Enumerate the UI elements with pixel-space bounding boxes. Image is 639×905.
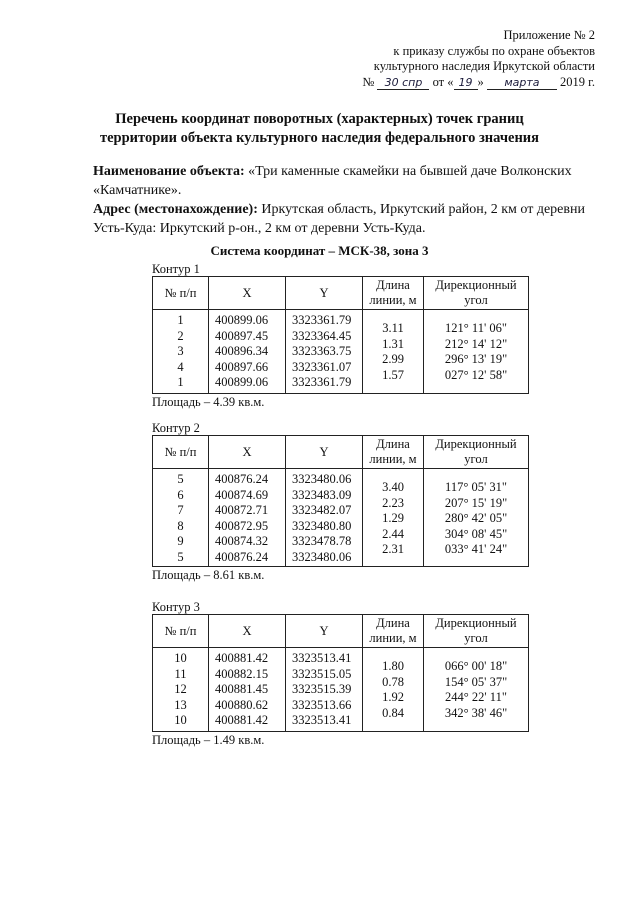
angles-cell [424,648,529,732]
contour-area: Площадь – 8.61 кв.м. [152,567,265,582]
object-address-label: Адрес (местонахождение): [93,202,258,217]
line-length: 3.40 [382,480,404,494]
table-row [153,648,529,732]
line-length: 3.11 [382,321,404,335]
line-length: 2.23 [382,495,404,510]
directional-angle: 342° 38' 46" [444,705,508,720]
directional-angle: 121° 11' 06" [445,321,507,335]
line-length: 0.84 [382,705,404,720]
point-number: 5 [177,549,184,564]
line-length: 1.31 [382,336,404,351]
directional-angle: 117° 05' 31" [445,480,507,494]
table-header-row [153,277,529,310]
x-coordinates-cell [209,310,286,394]
directional-angle: 296° 13' 19" [444,352,508,367]
x-coordinate: 400876.24 [215,549,269,564]
header-num: № п/п [153,436,209,469]
point-number: 13 [174,697,187,712]
y-coordinate: 3323515.05 [292,666,352,681]
directional-angle: 212° 14' 12" [444,336,508,351]
table-header-row [153,615,529,648]
object-address-paragraph [93,200,593,238]
coordinates-table [152,614,529,732]
order-number-date [362,75,595,91]
x-coordinate: 400880.62 [215,697,269,712]
table-header-row [153,436,529,469]
contour-3-block [152,601,552,747]
contour-2-block [152,422,552,582]
line-length: 2.44 [382,526,404,541]
line-length: 1.80 [382,659,404,673]
date-from-label: от « [432,74,454,89]
x-coordinates-cell [209,648,286,732]
angles-cell [424,469,529,567]
point-number: 9 [177,534,184,549]
appendix-header [362,28,595,90]
contour-label: Контур 3 [152,600,200,614]
table-row [153,310,529,394]
title-line-1: Перечень координат поворотных (характерных) точек границ [115,111,524,127]
appendix-order-line: к приказу службы по охране объектов [393,43,595,58]
line-length: 1.57 [382,367,404,382]
y-coordinate: 3323361.79 [292,375,352,390]
y-coordinate: 3323480.80 [292,518,352,533]
order-year: 2019 г. [560,74,595,89]
y-coordinate: 3323513.41 [292,651,352,665]
header-y: Y [286,277,363,310]
appendix-authority-line: культурного наследия Иркутской области [373,59,595,73]
x-coordinate: 400899.06 [215,375,269,390]
line-lengths-cell [363,469,424,567]
coordinates-table [152,435,529,567]
point-number: 12 [174,682,187,697]
point-number: 5 [177,472,184,486]
y-coordinate: 3323482.07 [292,503,352,518]
contour-label: Контур 2 [152,421,200,435]
point-number: 10 [174,651,187,665]
point-number: 7 [177,503,184,518]
header-x: X [209,277,286,310]
point-number: 2 [177,328,184,343]
line-lengths-cell [363,648,424,732]
y-coordinate: 3323361.79 [292,313,352,327]
y-coordinate: 3323478.78 [292,534,352,549]
header-angle: Дирекционный угол [424,277,529,310]
directional-angle: 207° 15' 19" [444,495,508,510]
point-number: 10 [174,713,187,728]
point-number: 4 [177,359,184,374]
title-line-2: территории объекта культурного наследия федерального значения [99,130,539,146]
point-number: 1 [177,313,184,327]
x-coordinate: 400897.66 [215,359,269,374]
y-coordinate: 3323483.09 [292,487,352,502]
directional-angle: 304° 08' 45" [444,526,508,541]
directional-angle: 066° 00' 18" [444,659,508,673]
y-coordinate: 3323513.41 [292,713,352,728]
y-coordinate: 3323480.06 [292,549,352,564]
order-number-handwritten: 30 спр [377,76,429,90]
point-numbers-cell [153,469,209,567]
contour-area: Площадь – 1.49 кв.м. [152,733,265,747]
header-num: № п/п [153,615,209,648]
header-angle: Дирекционный угол [424,436,529,469]
header-num: № п/п [153,277,209,310]
line-length: 2.31 [382,542,404,557]
x-coordinate: 400882.15 [215,666,269,681]
x-coordinate: 400881.42 [215,713,269,728]
point-number: 11 [174,666,187,681]
object-name-label: Наименование объекта: [93,164,245,179]
point-number: 8 [177,518,184,533]
header-length: Длина линии, м [363,615,424,648]
contour-label: Контур 1 [152,262,200,276]
y-coordinate: 3323515.39 [292,682,352,697]
order-month-handwritten: марта [487,76,557,90]
y-coordinates-cell [286,469,363,567]
header-angle: Дирекционный угол [424,615,529,648]
y-coordinates-cell [286,310,363,394]
object-address-value: Иркутская область, Иркутский район, 2 км от деревни Усть-Куда: Иркутский р-он., 2 км от деревни Усть-Куда. [93,202,585,236]
header-x: X [209,615,286,648]
header-y: Y [286,615,363,648]
line-length: 1.92 [382,690,404,705]
object-name-value: «Три каменные скамейки на бывшей даче Волконских «Камчатнике». [93,164,572,198]
y-coordinates-cell [286,648,363,732]
point-number: 3 [177,344,184,359]
coordinates-table [152,276,529,394]
line-length: 0.78 [382,674,404,689]
directional-angle: 027° 12' 58" [444,367,508,382]
x-coordinate: 400881.45 [215,682,269,697]
x-coordinate: 400896.34 [215,344,269,359]
point-numbers-cell [153,310,209,394]
directional-angle: 280° 42' 05" [444,511,508,526]
date-close-quote: » [477,74,484,89]
appendix-number: Приложение № 2 [503,28,595,42]
directional-angle: 154° 05' 37" [444,674,508,689]
order-number-label: № [362,74,375,89]
header-y: Y [286,436,363,469]
line-lengths-cell [363,310,424,394]
directional-angle: 244° 22' 11" [445,690,507,705]
x-coordinate: 400874.32 [215,534,269,549]
x-coordinate: 400872.71 [215,503,269,518]
y-coordinate: 3323513.66 [292,697,352,712]
y-coordinate: 3323364.45 [292,328,352,343]
object-info [93,162,593,238]
x-coordinate: 400897.45 [215,328,269,343]
point-number: 1 [177,375,184,390]
x-coordinate: 400881.42 [215,651,269,665]
contour-area: Площадь – 4.39 кв.м. [152,395,265,409]
table-row [153,469,529,567]
line-length: 1.29 [382,511,404,526]
document-title [0,110,639,148]
x-coordinates-cell [209,469,286,567]
x-coordinate: 400876.24 [215,472,269,486]
object-name-paragraph [93,162,593,200]
contour-1-block [152,263,552,409]
coordinate-system-heading: Система координат – МСК-38, зона 3 [210,243,429,258]
header-length: Длина линии, м [363,277,424,310]
y-coordinate: 3323480.06 [292,472,352,486]
header-x: X [209,436,286,469]
point-number: 6 [177,487,184,502]
point-numbers-cell [153,648,209,732]
x-coordinate: 400874.69 [215,487,269,502]
x-coordinate: 400899.06 [215,313,269,327]
directional-angle: 033° 41' 24" [444,542,508,557]
x-coordinate: 400872.95 [215,518,269,533]
order-day-handwritten: 19 [454,76,478,90]
header-length: Длина линии, м [363,436,424,469]
line-length: 2.99 [382,352,404,367]
angles-cell [424,310,529,394]
y-coordinate: 3323363.75 [292,344,352,359]
y-coordinate: 3323361.07 [292,359,352,374]
